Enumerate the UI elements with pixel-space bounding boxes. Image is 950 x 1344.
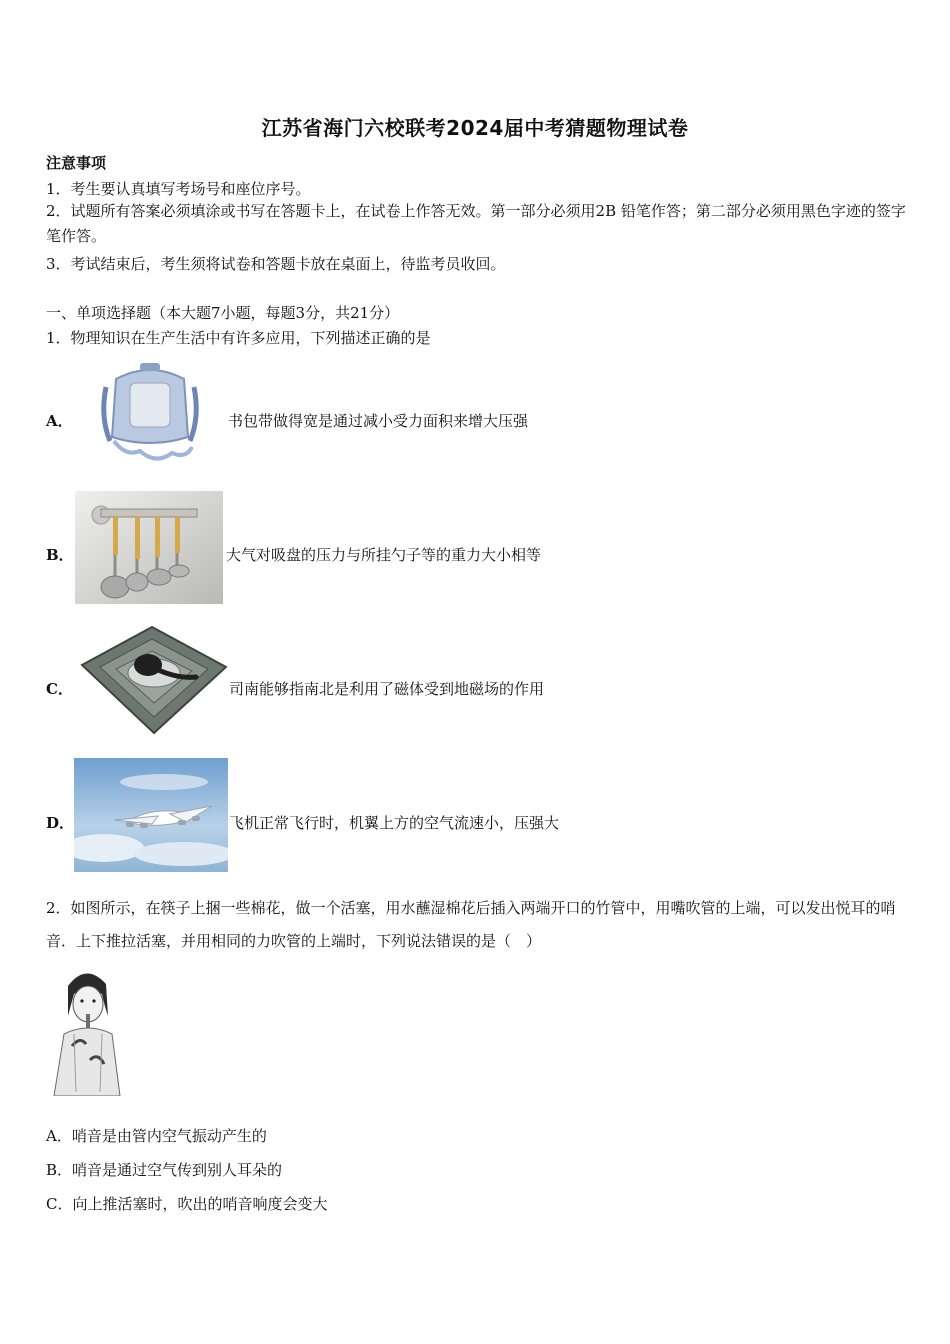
q1-option-a-text: 书包带做得宽是通过减小受力面积来增大压强 [228,412,529,430]
q1-option-d-letter: D． [46,814,75,832]
exam-title: 江苏省海门六校联考2024届中考猜题物理试卷 [261,116,689,140]
q1-option-c-letter: C． [46,680,73,698]
notice-item-2: 2．试题所有答案必须填涂或书写在答题卡上，在试卷上作答无效。第一部分必须用2B 铅笔作答；第二部分必须用黑色字迹的签字笔作答。 [46,202,906,245]
schoolbag-image [96,357,204,467]
q1-option-b-letter: B． [46,546,74,564]
section-heading: 一、单项选择题（本大题7小题，每题3分，共21分） [46,304,400,322]
q1-option-c-text: 司南能够指南北是利用了磁体受到地磁场的作用 [229,680,545,698]
airplane-image [74,758,228,872]
q1-option-b-text: 大气对吸盘的压力与所挂勺子等的重力大小相等 [226,546,542,564]
notice-item-1: 1．考生要认真填写考场号和座位序号。 [46,180,311,198]
q2-option-c: C．向上推活塞时，吹出的哨音响度会变大 [46,1195,328,1213]
notice-heading: 注意事项 [46,154,107,172]
q2-option-a: A．哨音是由管内空气振动产生的 [46,1127,267,1145]
girl-blowing-whistle-image [46,964,128,1096]
q2-option-b: B．哨音是通过空气传到别人耳朵的 [46,1161,283,1179]
q2-stem: 2．如图所示，在筷子上捆一些棉花，做一个活塞，用水蘸湿棉花后插入两端开口的竹管中，用嘴吹管的上端，可以发出悦耳的哨音．上下推拉活塞，并用相同的力吹管的上端时，下列说法错误的是（ ） [46,899,896,950]
q1-stem: 1．物理知识在生产生活中有许多应用，下列描述正确的是 [46,329,431,347]
q1-option-a-letter: A． [46,412,73,430]
q1-option-d-text: 飞机正常飞行时，机翼上方的空气流速小，压强大 [229,814,560,832]
suction-hook-ladles-image [75,491,223,604]
sinan-compass-image [74,625,230,737]
notice-item-3: 3．考试结束后，考生须将试卷和答题卡放在桌面上，待监考员收回。 [46,255,506,273]
